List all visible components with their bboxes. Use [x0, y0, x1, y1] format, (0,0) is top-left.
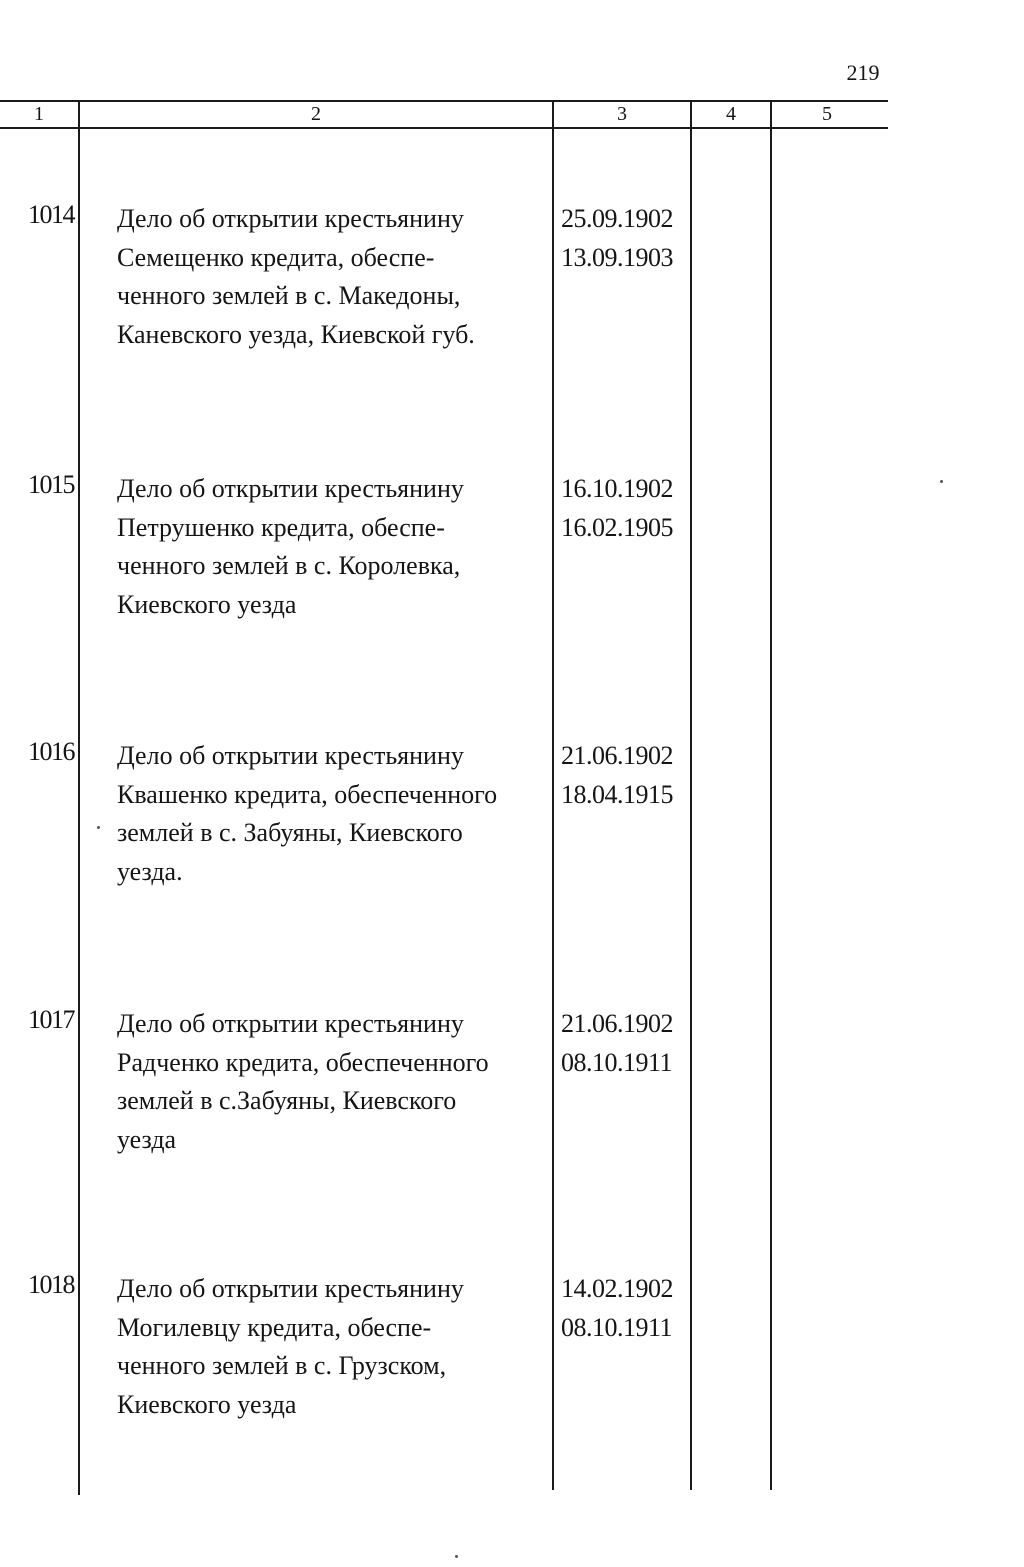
- date-start: 16.10.1902: [561, 474, 673, 503]
- row-dates: [561, 1270, 686, 1347]
- date-start: 14.02.1902: [561, 1274, 673, 1303]
- description-line: землей в с. Забуяны, Киевского: [117, 818, 463, 847]
- description-line: Дело об открытии крестьянину: [117, 204, 464, 233]
- column-header-3: 3: [617, 103, 627, 125]
- row-dates: [561, 470, 686, 547]
- date-end: 08.10.1911: [561, 1047, 673, 1077]
- description-line: Могилевцу кредита, обеспе-: [117, 1312, 432, 1342]
- description-line: уезда.: [117, 856, 183, 886]
- description-line: уезда: [117, 1124, 177, 1154]
- description-line: Радченко кредита, обеспеченного: [117, 1047, 489, 1077]
- description-line: Каневского уезда, Киевской губ.: [117, 319, 475, 349]
- date-end: 13.09.1903: [561, 242, 673, 272]
- date-end: 08.10.1911: [561, 1312, 673, 1342]
- row-number: 1014: [28, 200, 74, 229]
- column-header-2: 2: [311, 103, 321, 125]
- description-line: Квашенко кредита, обеспеченного: [117, 779, 498, 809]
- row-description: [117, 1005, 523, 1159]
- column-header-4: 4: [726, 103, 736, 125]
- description-line: Семещенко кредита, обеспе-: [117, 242, 435, 272]
- description-line: ченного землей в с. Грузском,: [117, 1351, 447, 1380]
- column-divider-2-3: [552, 100, 554, 1490]
- row-number: 1015: [28, 470, 74, 499]
- description-line: Дело об открытии крестьянину: [117, 474, 464, 503]
- column-divider-4-5: [770, 100, 772, 1490]
- table-top-rule: [0, 100, 888, 102]
- column-header-5: 5: [822, 103, 832, 125]
- scan-speck: [940, 480, 943, 483]
- row-number: 1016: [28, 737, 74, 766]
- row-description: [117, 737, 523, 891]
- page-number: 219: [846, 60, 880, 85]
- date-start: 21.06.1902: [561, 1009, 673, 1038]
- row-dates: [561, 737, 686, 814]
- description-line: Киевского уезда: [117, 589, 297, 619]
- date-end: 16.02.1905: [561, 512, 673, 542]
- column-header-1: 1: [34, 103, 44, 125]
- row-number: 1018: [28, 1270, 74, 1299]
- row-number: 1017: [28, 1005, 74, 1034]
- description-line: Петрушенко кредита, обеспе-: [117, 512, 445, 542]
- column-divider-3-4: [690, 100, 692, 1490]
- description-line: Киевского уезда: [117, 1389, 297, 1419]
- date-start: 25.09.1902: [561, 204, 673, 233]
- column-divider-1-2: [78, 100, 80, 1495]
- table-header-rule: [0, 127, 888, 129]
- description-line: Дело об открытии крестьянину: [117, 741, 464, 770]
- row-description: [117, 200, 523, 354]
- row-description: [117, 470, 523, 624]
- description-line: ченного землей в с. Македоны,: [117, 281, 461, 310]
- row-dates: [561, 1005, 686, 1082]
- description-line: ченного землей в с. Королевка,: [117, 551, 461, 580]
- date-end: 18.04.1915: [561, 779, 673, 809]
- row-dates: [561, 200, 686, 277]
- scan-speck: [97, 826, 100, 829]
- date-start: 21.06.1902: [561, 741, 673, 770]
- description-line: землей в с.Забуяны, Киевского: [117, 1086, 457, 1115]
- description-line: Дело об открытии крестьянину: [117, 1274, 464, 1303]
- scan-speck: [455, 1555, 458, 1558]
- row-description: [117, 1270, 523, 1424]
- description-line: Дело об открытии крестьянину: [117, 1009, 464, 1038]
